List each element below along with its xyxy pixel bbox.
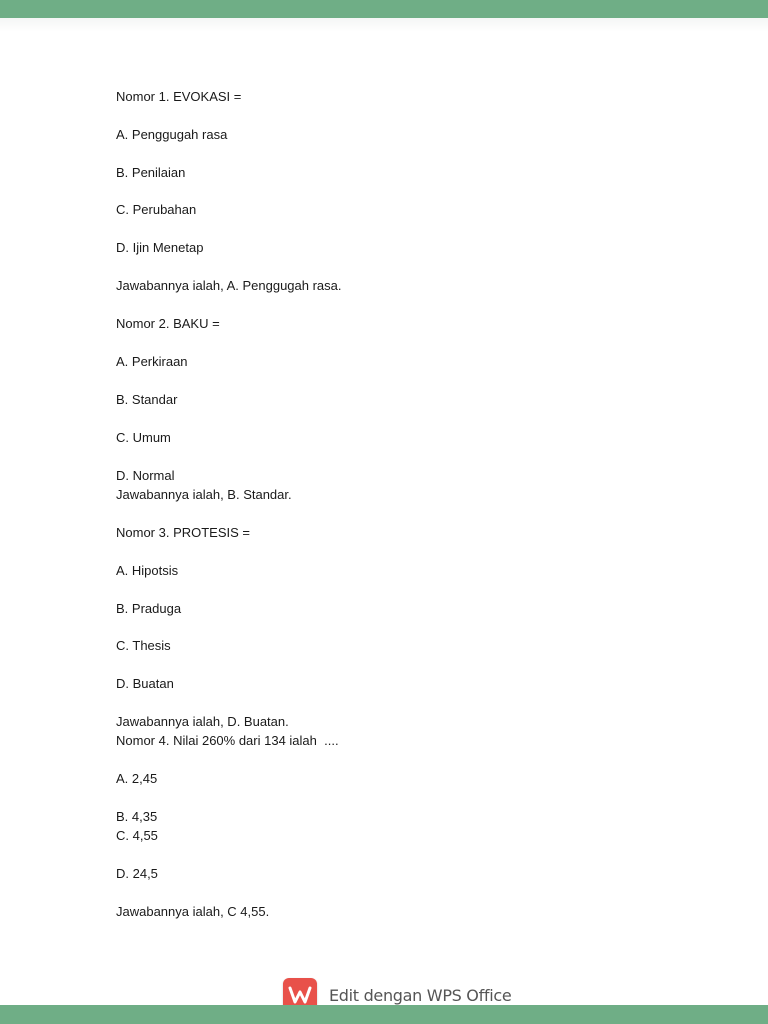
question-3-option-d: D. Buatan bbox=[116, 676, 174, 691]
question-4-option-b: B. 4,35 bbox=[116, 809, 158, 824]
question-2-option-d: D. Normal bbox=[116, 468, 175, 483]
top-shadow bbox=[0, 18, 768, 32]
question-4-option-d: D. 24,5 bbox=[116, 866, 158, 881]
question-1-answer: Jawabannya ialah, A. Penggugah rasa. bbox=[116, 278, 342, 293]
question-4-option-a: A. 2,45 bbox=[116, 771, 158, 786]
question-2-title: Nomor 2. BAKU = bbox=[116, 316, 220, 331]
question-3-option-c: C. Thesis bbox=[116, 638, 171, 653]
question-1-title: Nomor 1. EVOKASI = bbox=[116, 89, 242, 104]
question-4-option-c: C. 4,55 bbox=[116, 828, 158, 843]
wps-edit-label: Edit dengan WPS Office bbox=[329, 985, 512, 1005]
question-1-option-b: B. Penilaian bbox=[116, 165, 186, 180]
question-2-option-b: B. Standar bbox=[116, 392, 178, 407]
question-2-option-a: A. Perkiraan bbox=[116, 354, 188, 369]
question-2-option-c: C. Umum bbox=[116, 430, 171, 445]
bottom-accent-bar bbox=[0, 1005, 768, 1024]
question-4-answer: Jawabannya ialah, C 4,55. bbox=[116, 904, 270, 919]
question-4-title: Nomor 4. Nilai 260% dari 134 ialah .... bbox=[116, 733, 339, 748]
question-3-answer: Jawabannya ialah, D. Buatan. bbox=[116, 714, 289, 729]
top-accent-bar bbox=[0, 0, 768, 18]
question-3-title: Nomor 3. PROTESIS = bbox=[116, 525, 251, 540]
question-3-option-b: B. Praduga bbox=[116, 601, 182, 616]
question-1-option-c: C. Perubahan bbox=[116, 202, 197, 217]
question-2-answer: Jawabannya ialah, B. Standar. bbox=[116, 487, 292, 502]
question-1-option-a: A. Penggugah rasa bbox=[116, 127, 228, 142]
question-1-option-d: D. Ijin Menetap bbox=[116, 240, 204, 255]
question-3-option-a: A. Hipotsis bbox=[116, 563, 179, 578]
